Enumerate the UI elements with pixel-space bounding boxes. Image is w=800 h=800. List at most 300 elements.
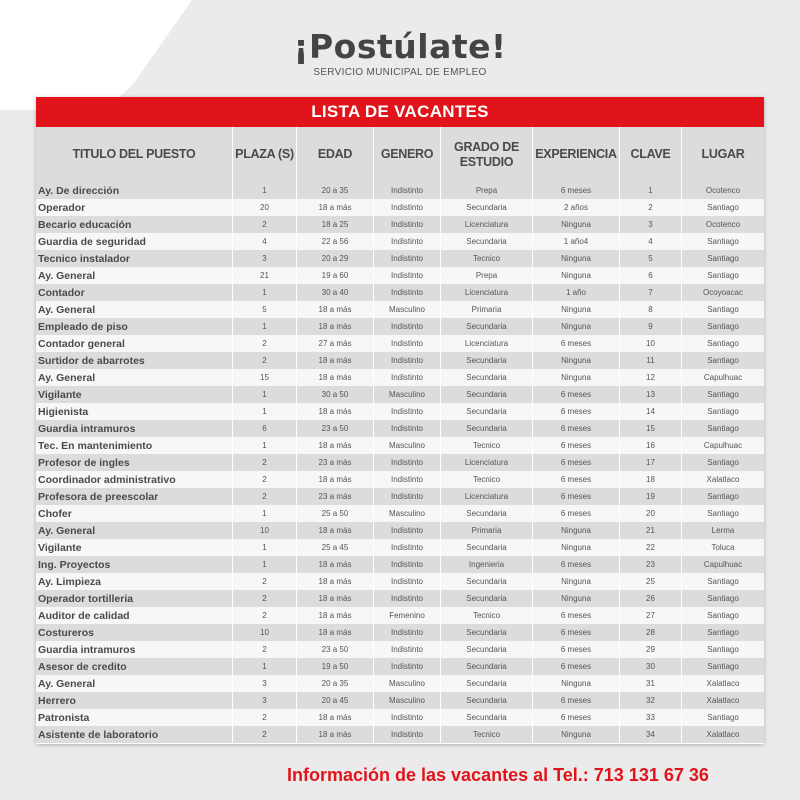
cell-edad: 18 a más <box>297 624 374 641</box>
cell-lugar: Santiago <box>682 403 764 420</box>
cell-plaza: 2 <box>233 216 297 233</box>
cell-lugar: Santiago <box>682 250 764 267</box>
cell-genero: Indistinto <box>374 216 441 233</box>
cell-experiencia: Ninguna <box>533 318 620 335</box>
cell-plaza: 1 <box>233 284 297 301</box>
cell-estudio: Secundaria <box>441 352 533 369</box>
cell-edad: 23 a 50 <box>297 420 374 437</box>
cell-genero: Indistinto <box>374 522 441 539</box>
cell-plaza: 2 <box>233 471 297 488</box>
cell-experiencia: 6 meses <box>533 182 620 199</box>
cell-plaza: 1 <box>233 437 297 454</box>
cell-experiencia: Ninguna <box>533 522 620 539</box>
cell-lugar: Santiago <box>682 386 764 403</box>
cell-lugar: Toluca <box>682 539 764 556</box>
cell-edad: 18 a más <box>297 726 374 743</box>
column-header-experiencia: EXPERIENCIA <box>533 127 620 182</box>
cell-genero: Indistinto <box>374 369 441 386</box>
page-subtitle: SERVICIO MUNICIPAL DE EMPLEO <box>313 67 487 78</box>
cell-edad: 20 a 35 <box>297 182 374 199</box>
cell-genero: Indistinto <box>374 590 441 607</box>
cell-edad: 23 a más <box>297 454 374 471</box>
cell-edad: 18 a más <box>297 573 374 590</box>
cell-puesto: Ay. De dirección <box>36 182 233 199</box>
cell-clave: 29 <box>620 641 682 658</box>
table-row <box>36 590 764 607</box>
cell-edad: 30 a 40 <box>297 284 374 301</box>
cell-experiencia: Ninguna <box>533 539 620 556</box>
cell-clave: 1 <box>620 182 682 199</box>
cell-plaza: 1 <box>233 318 297 335</box>
cell-lugar: Santiago <box>682 573 764 590</box>
table-row <box>36 318 764 335</box>
cell-lugar: Santiago <box>682 488 764 505</box>
cell-experiencia: Ninguna <box>533 590 620 607</box>
cell-clave: 26 <box>620 590 682 607</box>
cell-estudio: Tecnico <box>441 437 533 454</box>
table-row <box>36 709 764 726</box>
cell-lugar: Santiago <box>682 658 764 675</box>
table-row <box>36 471 764 488</box>
cell-plaza: 5 <box>233 301 297 318</box>
cell-experiencia: 6 meses <box>533 420 620 437</box>
table-header-row <box>36 127 764 182</box>
cell-plaza: 2 <box>233 726 297 743</box>
cell-genero: Masculino <box>374 301 441 318</box>
cell-clave: 10 <box>620 335 682 352</box>
cell-experiencia: 6 meses <box>533 403 620 420</box>
table-row <box>36 726 764 743</box>
cell-puesto: Costureros <box>36 624 233 641</box>
cell-puesto: Asesor de credito <box>36 658 233 675</box>
column-header-estudio: GRADO DE ESTUDIO <box>441 127 533 182</box>
cell-lugar: Capulhuac <box>682 556 764 573</box>
cell-genero: Indistinto <box>374 454 441 471</box>
table-row <box>36 199 764 216</box>
cell-lugar: Santiago <box>682 352 764 369</box>
cell-estudio: Secundaria <box>441 709 533 726</box>
cell-puesto: Ay. Limpieza <box>36 573 233 590</box>
cell-clave: 34 <box>620 726 682 743</box>
cell-experiencia: 6 meses <box>533 454 620 471</box>
cell-estudio: Primaria <box>441 522 533 539</box>
table-row <box>36 284 764 301</box>
cell-puesto: Ing. Proyectos <box>36 556 233 573</box>
cell-clave: 3 <box>620 216 682 233</box>
cell-genero: Femenino <box>374 607 441 624</box>
cell-edad: 30 a 50 <box>297 386 374 403</box>
cell-estudio: Licenciatura <box>441 335 533 352</box>
cell-plaza: 1 <box>233 556 297 573</box>
table-row <box>36 301 764 318</box>
cell-puesto: Vigilante <box>36 386 233 403</box>
cell-estudio: Secundaria <box>441 199 533 216</box>
cell-clave: 31 <box>620 675 682 692</box>
cell-experiencia: 6 meses <box>533 335 620 352</box>
cell-plaza: 2 <box>233 573 297 590</box>
table-row <box>36 573 764 590</box>
table-body <box>36 182 764 743</box>
column-header-clave: CLAVE <box>620 127 682 182</box>
table-row <box>36 505 764 522</box>
cell-plaza: 2 <box>233 641 297 658</box>
cell-estudio: Secundaria <box>441 692 533 709</box>
cell-lugar: Xalatlaco <box>682 726 764 743</box>
cell-clave: 22 <box>620 539 682 556</box>
cell-genero: Indistinto <box>374 556 441 573</box>
cell-puesto: Guardia de seguridad <box>36 233 233 250</box>
cell-plaza: 2 <box>233 709 297 726</box>
cell-experiencia: Ninguna <box>533 369 620 386</box>
cell-estudio: Licenciatura <box>441 284 533 301</box>
cell-plaza: 3 <box>233 675 297 692</box>
cell-estudio: Secundaria <box>441 420 533 437</box>
cell-estudio: Secundaria <box>441 233 533 250</box>
cell-clave: 16 <box>620 437 682 454</box>
table-row <box>36 539 764 556</box>
cell-genero: Indistinto <box>374 318 441 335</box>
contact-footer: Información de las vacantes al Tel.: 713 131 67 36 <box>287 765 709 785</box>
cell-puesto: Auditor de calidad <box>36 607 233 624</box>
table-row <box>36 454 764 471</box>
cell-plaza: 2 <box>233 488 297 505</box>
cell-edad: 18 a más <box>297 301 374 318</box>
cell-lugar: Santiago <box>682 233 764 250</box>
cell-lugar: Santiago <box>682 709 764 726</box>
cell-estudio: Secundaria <box>441 386 533 403</box>
cell-plaza: 2 <box>233 352 297 369</box>
column-header-edad: EDAD <box>297 127 374 182</box>
cell-clave: 13 <box>620 386 682 403</box>
cell-clave: 23 <box>620 556 682 573</box>
cell-estudio: Tecnico <box>441 726 533 743</box>
cell-genero: Indistinto <box>374 284 441 301</box>
cell-clave: 33 <box>620 709 682 726</box>
column-header-lugar: LUGAR <box>682 127 764 182</box>
cell-experiencia: 2 años <box>533 199 620 216</box>
cell-puesto: Operador <box>36 199 233 216</box>
cell-clave: 32 <box>620 692 682 709</box>
cell-plaza: 1 <box>233 658 297 675</box>
cell-edad: 18 a más <box>297 590 374 607</box>
cell-plaza: 10 <box>233 624 297 641</box>
cell-puesto: Contador <box>36 284 233 301</box>
cell-experiencia: 6 meses <box>533 437 620 454</box>
cell-edad: 19 a 60 <box>297 267 374 284</box>
cell-lugar: Santiago <box>682 607 764 624</box>
cell-experiencia: Ninguna <box>533 267 620 284</box>
cell-genero: Indistinto <box>374 471 441 488</box>
cell-experiencia: Ninguna <box>533 352 620 369</box>
cell-edad: 18 a más <box>297 607 374 624</box>
cell-edad: 22 a 56 <box>297 233 374 250</box>
cell-experiencia: 6 meses <box>533 386 620 403</box>
cell-plaza: 21 <box>233 267 297 284</box>
table-row <box>36 182 764 199</box>
cell-estudio: Secundaria <box>441 590 533 607</box>
cell-genero: Indistinto <box>374 539 441 556</box>
column-header-puesto: TITULO DEL PUESTO <box>36 127 233 182</box>
cell-clave: 14 <box>620 403 682 420</box>
cell-plaza: 1 <box>233 539 297 556</box>
cell-plaza: 4 <box>233 233 297 250</box>
cell-genero: Indistinto <box>374 488 441 505</box>
vacancies-card <box>36 97 764 744</box>
cell-experiencia: 6 meses <box>533 556 620 573</box>
table-row <box>36 335 764 352</box>
cell-lugar: Ocotenco <box>682 182 764 199</box>
cell-lugar: Santiago <box>682 267 764 284</box>
cell-estudio: Licenciatura <box>441 454 533 471</box>
page-header <box>0 28 800 78</box>
table-row <box>36 216 764 233</box>
cell-experiencia: Ninguna <box>533 301 620 318</box>
cell-edad: 18 a más <box>297 369 374 386</box>
cell-lugar: Ocotenco <box>682 216 764 233</box>
cell-experiencia: 6 meses <box>533 471 620 488</box>
cell-estudio: Secundaria <box>441 624 533 641</box>
cell-puesto: Patronista <box>36 709 233 726</box>
cell-estudio: Secundaria <box>441 369 533 386</box>
cell-edad: 25 a 45 <box>297 539 374 556</box>
cell-edad: 23 a más <box>297 488 374 505</box>
table-row <box>36 250 764 267</box>
cell-edad: 25 a 50 <box>297 505 374 522</box>
cell-edad: 18 a más <box>297 199 374 216</box>
cell-experiencia: Ninguna <box>533 675 620 692</box>
table-row <box>36 267 764 284</box>
table-row <box>36 403 764 420</box>
cell-edad: 18 a más <box>297 709 374 726</box>
cell-edad: 18 a más <box>297 437 374 454</box>
cell-lugar: Ocoyoacac <box>682 284 764 301</box>
cell-clave: 2 <box>620 199 682 216</box>
cell-plaza: 3 <box>233 692 297 709</box>
cell-puesto: Tecnico instalador <box>36 250 233 267</box>
table-row <box>36 420 764 437</box>
cell-clave: 20 <box>620 505 682 522</box>
cell-experiencia: 6 meses <box>533 658 620 675</box>
cell-lugar: Santiago <box>682 641 764 658</box>
cell-genero: Indistinto <box>374 250 441 267</box>
cell-genero: Indistinto <box>374 726 441 743</box>
column-header-plaza: PLAZA (S) <box>233 127 297 182</box>
cell-genero: Indistinto <box>374 573 441 590</box>
cell-genero: Indistinto <box>374 335 441 352</box>
cell-edad: 27 a más <box>297 335 374 352</box>
table-row <box>36 437 764 454</box>
cell-edad: 19 a 50 <box>297 658 374 675</box>
table-row <box>36 658 764 675</box>
cell-edad: 18 a más <box>297 522 374 539</box>
cell-estudio: Secundaria <box>441 658 533 675</box>
cell-estudio: Licenciatura <box>441 216 533 233</box>
cell-lugar: Santiago <box>682 335 764 352</box>
cell-clave: 5 <box>620 250 682 267</box>
cell-genero: Indistinto <box>374 624 441 641</box>
cell-puesto: Guardia intramuros <box>36 420 233 437</box>
cell-lugar: Santiago <box>682 420 764 437</box>
vacancies-table <box>36 127 764 743</box>
cell-puesto: Surtidor de abarrotes <box>36 352 233 369</box>
cell-experiencia: Ninguna <box>533 726 620 743</box>
cell-puesto: Coordinador administrativo <box>36 471 233 488</box>
cell-plaza: 1 <box>233 386 297 403</box>
cell-lugar: Xalatlaco <box>682 675 764 692</box>
cell-plaza: 1 <box>233 505 297 522</box>
cell-clave: 15 <box>620 420 682 437</box>
cell-lugar: Xalatlaco <box>682 471 764 488</box>
cell-puesto: Chofer <box>36 505 233 522</box>
cell-plaza: 10 <box>233 522 297 539</box>
cell-genero: Indistinto <box>374 352 441 369</box>
cell-clave: 8 <box>620 301 682 318</box>
cell-plaza: 2 <box>233 607 297 624</box>
cell-plaza: 2 <box>233 590 297 607</box>
cell-genero: Indistinto <box>374 233 441 250</box>
vacancies-table-title: LISTA DE VACANTES <box>36 97 764 127</box>
cell-lugar: Lerma <box>682 522 764 539</box>
cell-experiencia: 6 meses <box>533 709 620 726</box>
cell-plaza: 1 <box>233 403 297 420</box>
cell-edad: 18 a más <box>297 352 374 369</box>
cell-puesto: Ay. General <box>36 369 233 386</box>
cell-puesto: Ay. General <box>36 301 233 318</box>
cell-estudio: Prepa <box>441 267 533 284</box>
cell-puesto: Vigilante <box>36 539 233 556</box>
cell-puesto: Operador tortilleria <box>36 590 233 607</box>
cell-estudio: Tecnico <box>441 607 533 624</box>
cell-plaza: 15 <box>233 369 297 386</box>
cell-experiencia: 6 meses <box>533 607 620 624</box>
cell-edad: 18 a más <box>297 556 374 573</box>
cell-puesto: Ay. General <box>36 675 233 692</box>
table-row <box>36 233 764 250</box>
table-row <box>36 352 764 369</box>
cell-genero: Masculino <box>374 437 441 454</box>
cell-clave: 12 <box>620 369 682 386</box>
cell-experiencia: 6 meses <box>533 641 620 658</box>
cell-edad: 20 a 45 <box>297 692 374 709</box>
cell-puesto: Profesora de preescolar <box>36 488 233 505</box>
cell-genero: Indistinto <box>374 420 441 437</box>
cell-clave: 4 <box>620 233 682 250</box>
cell-clave: 6 <box>620 267 682 284</box>
cell-puesto: Empleado de piso <box>36 318 233 335</box>
cell-plaza: 3 <box>233 250 297 267</box>
cell-estudio: Secundaria <box>441 505 533 522</box>
cell-estudio: Licenciatura <box>441 488 533 505</box>
cell-clave: 30 <box>620 658 682 675</box>
cell-estudio: Secundaria <box>441 675 533 692</box>
cell-experiencia: Ninguna <box>533 216 620 233</box>
cell-clave: 27 <box>620 607 682 624</box>
cell-edad: 18 a más <box>297 318 374 335</box>
cell-clave: 11 <box>620 352 682 369</box>
cell-estudio: Secundaria <box>441 641 533 658</box>
cell-lugar: Santiago <box>682 590 764 607</box>
cell-lugar: Santiago <box>682 454 764 471</box>
cell-genero: Masculino <box>374 505 441 522</box>
cell-lugar: Santiago <box>682 318 764 335</box>
table-row <box>36 675 764 692</box>
cell-experiencia: 1 año <box>533 284 620 301</box>
cell-edad: 23 a 50 <box>297 641 374 658</box>
cell-experiencia: Ninguna <box>533 573 620 590</box>
cell-genero: Indistinto <box>374 182 441 199</box>
cell-estudio: Tecnico <box>441 250 533 267</box>
cell-estudio: Tecnico <box>441 471 533 488</box>
cell-puesto: Higienista <box>36 403 233 420</box>
cell-experiencia: 6 meses <box>533 488 620 505</box>
cell-estudio: Secundaria <box>441 573 533 590</box>
cell-plaza: 2 <box>233 454 297 471</box>
cell-plaza: 20 <box>233 199 297 216</box>
table-row <box>36 556 764 573</box>
cell-genero: Masculino <box>374 675 441 692</box>
cell-puesto: Tec. En mantenimiento <box>36 437 233 454</box>
cell-genero: Indistinto <box>374 403 441 420</box>
cell-plaza: 6 <box>233 420 297 437</box>
cell-genero: Indistinto <box>374 709 441 726</box>
cell-puesto: Asistente de laboratorio <box>36 726 233 743</box>
cell-puesto: Ay. General <box>36 522 233 539</box>
cell-lugar: Capulhuac <box>682 437 764 454</box>
cell-lugar: Santiago <box>682 624 764 641</box>
table-row <box>36 641 764 658</box>
cell-estudio: Secundaria <box>441 318 533 335</box>
cell-clave: 28 <box>620 624 682 641</box>
cell-edad: 18 a más <box>297 403 374 420</box>
cell-plaza: 2 <box>233 335 297 352</box>
cell-estudio: Secundaria <box>441 539 533 556</box>
table-row <box>36 386 764 403</box>
cell-experiencia: 6 meses <box>533 624 620 641</box>
cell-puesto: Profesor de ingles <box>36 454 233 471</box>
cell-estudio: Secundaria <box>441 403 533 420</box>
cell-experiencia: Ninguna <box>533 250 620 267</box>
cell-lugar: Santiago <box>682 505 764 522</box>
cell-puesto: Herrero <box>36 692 233 709</box>
cell-clave: 9 <box>620 318 682 335</box>
cell-experiencia: 6 meses <box>533 505 620 522</box>
cell-genero: Indistinto <box>374 641 441 658</box>
table-row <box>36 624 764 641</box>
column-header-genero: GENERO <box>374 127 441 182</box>
cell-genero: Masculino <box>374 386 441 403</box>
cell-lugar: Santiago <box>682 199 764 216</box>
cell-lugar: Xalatlaco <box>682 692 764 709</box>
cell-clave: 19 <box>620 488 682 505</box>
cell-edad: 18 a más <box>297 471 374 488</box>
cell-estudio: Prepa <box>441 182 533 199</box>
cell-genero: Indistinto <box>374 199 441 216</box>
table-row <box>36 369 764 386</box>
cell-clave: 18 <box>620 471 682 488</box>
table-row <box>36 522 764 539</box>
cell-puesto: Guardia intramuros <box>36 641 233 658</box>
cell-edad: 20 a 29 <box>297 250 374 267</box>
cell-experiencia: 1 año4 <box>533 233 620 250</box>
table-row <box>36 692 764 709</box>
cell-experiencia: 6 meses <box>533 692 620 709</box>
cell-clave: 17 <box>620 454 682 471</box>
table-row <box>36 488 764 505</box>
table-row <box>36 607 764 624</box>
page-title: ¡Postúlate! <box>293 27 507 66</box>
cell-estudio: Primaria <box>441 301 533 318</box>
cell-puesto: Ay. General <box>36 267 233 284</box>
